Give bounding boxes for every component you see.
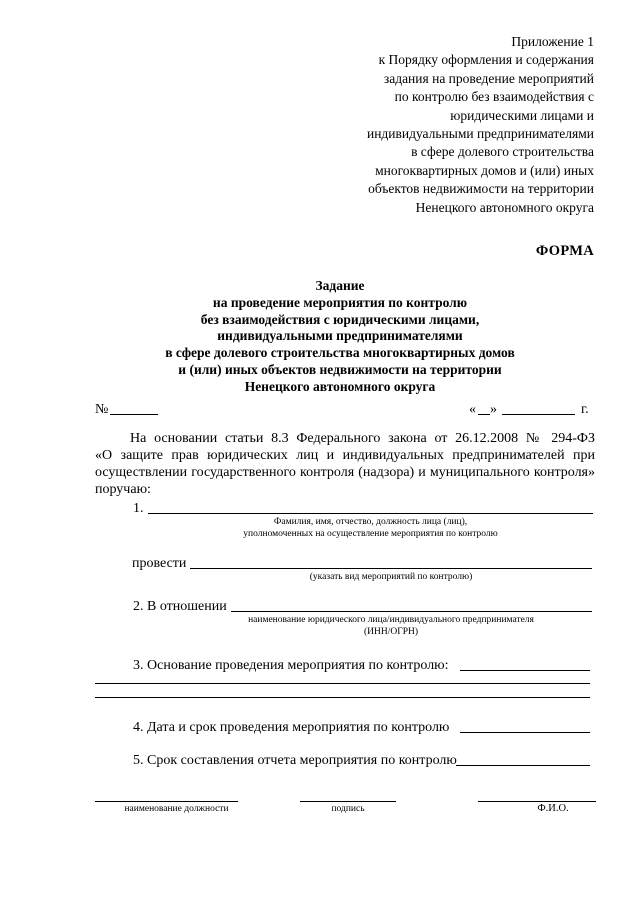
appendix-line: в сфере долевого строительства — [411, 144, 594, 160]
day-field[interactable] — [478, 414, 490, 415]
item3-label: 3. Основание проведения мероприятия по контролю: — [133, 658, 449, 673]
appendix-line: индивидуальными предпринимателями — [366, 126, 594, 142]
item3-field[interactable] — [460, 670, 590, 671]
basis-line: осуществлении государственного контроля (надзора) и муниципального контроля» — [95, 465, 595, 480]
item2-caption: (ИНН/ОГРН) — [363, 627, 419, 637]
item5-field[interactable] — [456, 765, 590, 766]
year-suffix: г. — [581, 402, 589, 417]
item1-field[interactable] — [148, 513, 593, 514]
appendix-block — [324, 33, 594, 217]
title-line: и (или) иных объектов недвижимости на территории — [178, 361, 502, 377]
appendix-line: многоквартирных домов и (или) иных — [375, 162, 594, 178]
appendix-line: Приложение 1 — [511, 34, 594, 49]
title-line: без взаимодействия с юридическими лицами, — [200, 311, 480, 327]
title-line: Задание — [315, 278, 365, 293]
conduct-caption: (указать вид мероприятий по контролю) — [309, 572, 473, 582]
title-line: индивидуальными предпринимателями — [217, 328, 463, 344]
position-caption: наименование должности — [124, 804, 229, 814]
appendix-line: юридическими лицами и — [450, 107, 594, 123]
item2-label: 2. В отношении — [133, 599, 227, 614]
name-field[interactable] — [478, 801, 596, 802]
date-quote-close: » — [490, 402, 497, 417]
document-title — [60, 278, 620, 396]
item5-label: 5. Срок составления отчета мероприятия по контролю — [133, 753, 457, 768]
position-field[interactable] — [95, 801, 238, 802]
item3-field-line2[interactable] — [95, 683, 590, 684]
appendix-line: по контролю без взаимодействия с — [394, 89, 594, 105]
basis-line: «О защите прав юридических лиц и индивидуальных предпринимателей при — [95, 448, 595, 463]
item1-caption: уполномоченных на осуществление мероприятия по контролю — [243, 529, 498, 539]
item2-caption: наименование юридического лица/индивидуального предпринимателя — [248, 615, 534, 625]
item2-field[interactable] — [231, 611, 592, 612]
month-field[interactable] — [502, 414, 575, 415]
item3-field-line3[interactable] — [95, 697, 590, 698]
item1-caption: Фамилия, имя, отчество, должность лица (лиц), — [273, 517, 468, 527]
number-field[interactable] — [110, 414, 158, 415]
conduct-label: провести — [132, 556, 187, 571]
date-quote-open: « — [469, 402, 476, 417]
name-caption: Ф.И.О. — [537, 803, 569, 814]
title-line: Ненецкого автономного округа — [244, 378, 436, 394]
appendix-line: Ненецкого автономного округа — [415, 199, 594, 215]
number-label: № — [95, 402, 109, 417]
basis-line: На основании статьи 8.3 Федерального закона от 26.12.2008 № 294-ФЗ — [130, 431, 595, 446]
form-label: ФОРМА — [535, 243, 594, 259]
conduct-field[interactable] — [190, 568, 592, 569]
item1-label: 1. — [133, 501, 144, 516]
appendix-line: задания на проведение мероприятий — [383, 70, 594, 86]
item4-label: 4. Дата и срок проведения мероприятия по контролю — [133, 720, 450, 735]
appendix-line: объектов недвижимости на территории — [368, 181, 594, 197]
sign-caption: подпись — [331, 804, 365, 814]
item4-field[interactable] — [460, 732, 590, 733]
basis-paragraph — [95, 430, 595, 498]
title-line: на проведение мероприятия по контролю — [212, 294, 468, 310]
sign-field[interactable] — [300, 801, 396, 802]
basis-line: поручаю: — [95, 482, 151, 497]
title-line: в сфере долевого строительства многоквартирных домов — [165, 345, 515, 361]
appendix-line: к Порядку оформления и содержания — [378, 52, 594, 68]
